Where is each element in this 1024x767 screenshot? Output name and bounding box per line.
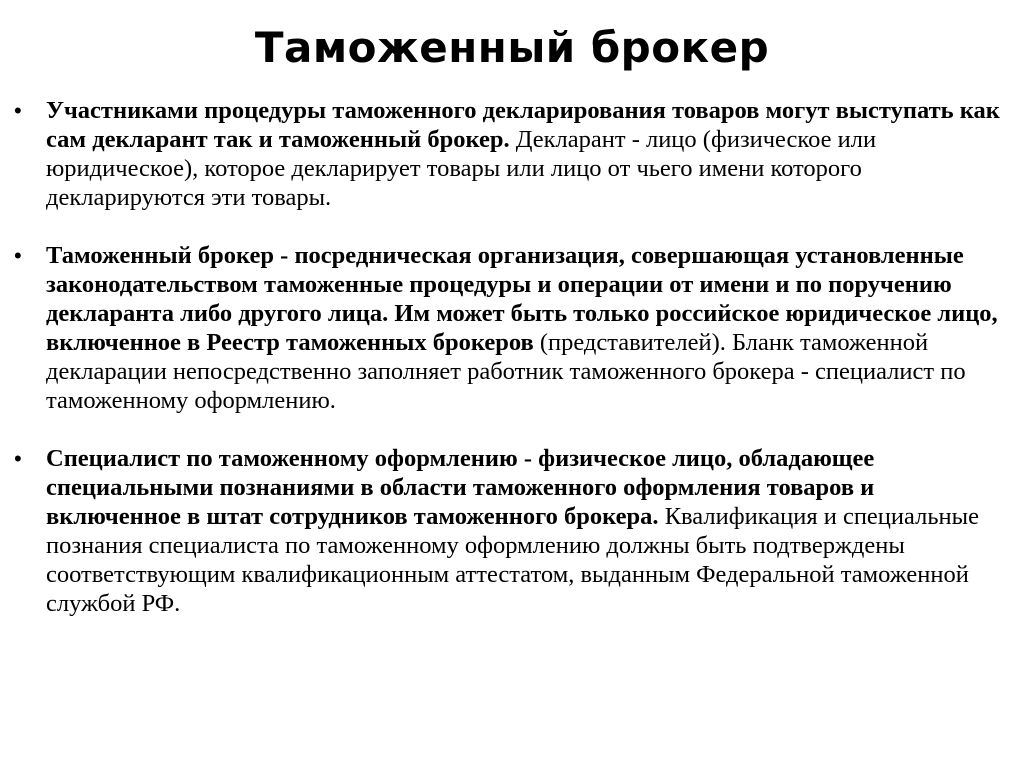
bullet-bold-text: Таможенный брокер - посредническая организация, совершающая установленные законодательством таможенные процедуры и операции от имени и по поручению декларанта либо другого лица. Им может быть только российское юридическое лицо, включенное в Реестр таможенных брокеров xyxy=(46,242,998,356)
bullet-regular-text: Квалификация и специальные познания специалиста по таможенному оформлению должны быть подтверждены соответствующим квалификационным аттестатом, выданным Федеральной таможенной службой РФ. xyxy=(46,503,979,617)
bullet-item xyxy=(14,96,1014,212)
bullet-bold-text: Участниками процедуры таможенного декларирования товаров могут выступать как сам декларант так и таможенный брокер. xyxy=(46,97,1000,153)
bullet-text xyxy=(46,241,1014,415)
bullet-list xyxy=(14,96,1014,618)
bullet-item xyxy=(14,444,1014,618)
bullet-regular-text: (представителей). Бланк таможенной декларации непосредственно заполняет работник таможенного брокера - специалист по таможенному оформлению. xyxy=(46,329,966,414)
bullet-text xyxy=(46,96,1014,212)
slide-title: Таможенный брокер xyxy=(254,23,770,72)
bullet-marker: • xyxy=(14,243,22,268)
bullet-marker: • xyxy=(14,446,22,471)
bullet-marker: • xyxy=(14,98,22,123)
bullet-text xyxy=(46,444,1014,618)
bullet-regular-text: Декларант - лицо (физическое или юридическое), которое декларирует товары или лицо от чьего имени которого декларируются эти товары. xyxy=(46,126,877,211)
bullet-bold-text: Специалист по таможенному оформлению - физическое лицо, обладающее специальными познаниями в области таможенного оформления товаров и включенное в штат сотрудников таможенного брокера. xyxy=(46,445,875,530)
bullet-item xyxy=(14,241,1014,415)
